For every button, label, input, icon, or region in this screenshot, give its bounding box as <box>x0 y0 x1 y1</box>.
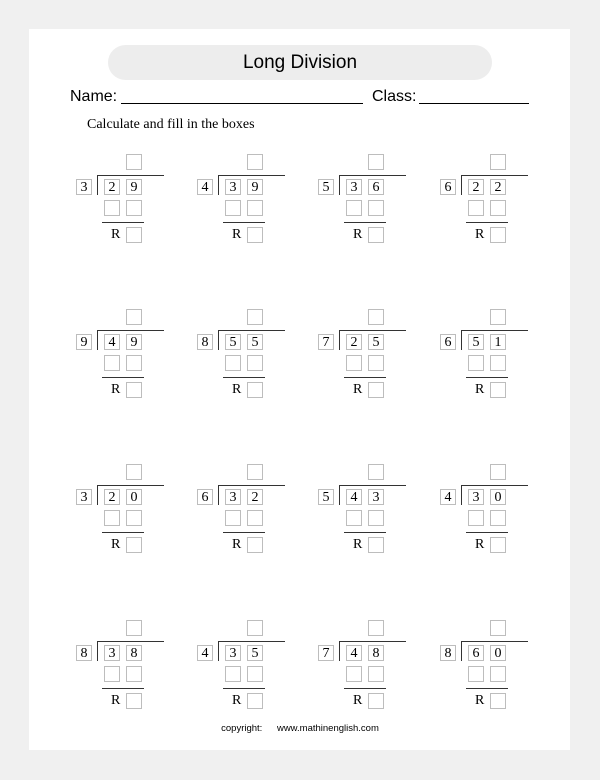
dividend-digit-box: 5 <box>468 334 484 350</box>
division-bracket <box>97 175 98 195</box>
divisor-box: 7 <box>318 645 334 661</box>
division-problem <box>76 154 186 254</box>
product-answer-box[interactable] <box>468 355 484 371</box>
quotient-answer-box[interactable] <box>368 464 384 480</box>
remainder-label: R <box>475 537 485 552</box>
divisor-box: 6 <box>197 489 213 505</box>
product-answer-box[interactable] <box>346 666 362 682</box>
quotient-answer-box[interactable] <box>490 154 506 170</box>
quotient-answer-box[interactable] <box>247 154 263 170</box>
copyright-label: copyright: <box>221 723 263 734</box>
dividend-digit-box: 3 <box>346 179 362 195</box>
remainder-answer-box[interactable] <box>490 693 506 709</box>
quotient-answer-box[interactable] <box>368 154 384 170</box>
product-answer-box[interactable] <box>126 200 142 216</box>
product-answer-box[interactable] <box>126 355 142 371</box>
divisor-box: 4 <box>197 179 213 195</box>
dividend-digit-box: 2 <box>346 334 362 350</box>
division-bracket <box>97 485 98 505</box>
product-answer-box[interactable] <box>225 200 241 216</box>
dividend-digit-box: 2 <box>490 179 506 195</box>
divisor-box: 8 <box>440 645 456 661</box>
division-problem <box>440 154 550 254</box>
product-answer-box[interactable] <box>126 666 142 682</box>
dividend-digit-box: 2 <box>104 179 120 195</box>
subtraction-line <box>466 377 508 378</box>
dividend-digit-box: 2 <box>468 179 484 195</box>
division-problem <box>197 154 307 254</box>
divisor-box: 6 <box>440 334 456 350</box>
dividend-digit-box: 0 <box>126 489 142 505</box>
division-bar <box>218 175 285 176</box>
remainder-answer-box[interactable] <box>126 693 142 709</box>
division-problem <box>76 309 186 409</box>
name-label: Name: <box>70 88 118 105</box>
remainder-label: R <box>111 227 121 242</box>
division-problem <box>440 620 550 720</box>
division-bar <box>339 330 406 331</box>
quotient-answer-box[interactable] <box>126 620 142 636</box>
remainder-answer-box[interactable] <box>247 537 263 553</box>
product-answer-box[interactable] <box>225 666 241 682</box>
division-bracket <box>461 330 462 350</box>
remainder-answer-box[interactable] <box>247 382 263 398</box>
dividend-digit-box: 4 <box>346 489 362 505</box>
remainder-label: R <box>475 382 485 397</box>
dividend-digit-box: 9 <box>126 334 142 350</box>
subtraction-line <box>223 688 265 689</box>
product-answer-box[interactable] <box>247 666 263 682</box>
remainder-answer-box[interactable] <box>368 382 384 398</box>
remainder-label: R <box>475 693 485 708</box>
division-problem <box>76 620 186 720</box>
remainder-answer-box[interactable] <box>247 227 263 243</box>
division-bar <box>461 641 528 642</box>
divisor-box: 3 <box>76 489 92 505</box>
remainder-label: R <box>232 227 242 242</box>
product-answer-box[interactable] <box>104 355 120 371</box>
quotient-answer-box[interactable] <box>126 309 142 325</box>
divisor-box: 8 <box>76 645 92 661</box>
division-bar <box>218 330 285 331</box>
division-bar <box>97 175 164 176</box>
subtraction-line <box>223 222 265 223</box>
division-problem <box>440 309 550 409</box>
subtraction-line <box>102 532 144 533</box>
divisor-box: 9 <box>76 334 92 350</box>
subtraction-line <box>223 377 265 378</box>
division-problem <box>318 154 428 254</box>
product-answer-box[interactable] <box>225 355 241 371</box>
division-bracket <box>218 330 219 350</box>
quotient-answer-box[interactable] <box>247 620 263 636</box>
division-bracket <box>339 330 340 350</box>
remainder-label: R <box>111 693 121 708</box>
divisor-box: 7 <box>318 334 334 350</box>
division-bracket <box>461 175 462 195</box>
dividend-digit-box: 0 <box>490 645 506 661</box>
quotient-answer-box[interactable] <box>490 620 506 636</box>
division-problem <box>197 464 307 564</box>
product-answer-box[interactable] <box>468 666 484 682</box>
dividend-digit-box: 6 <box>368 179 384 195</box>
remainder-answer-box[interactable] <box>247 693 263 709</box>
division-bracket <box>218 641 219 661</box>
division-problem <box>440 464 550 564</box>
remainder-label: R <box>232 382 242 397</box>
product-answer-box[interactable] <box>126 510 142 526</box>
subtraction-line <box>102 377 144 378</box>
dividend-digit-box: 5 <box>247 334 263 350</box>
divisor-box: 3 <box>76 179 92 195</box>
division-bar <box>339 641 406 642</box>
remainder-answer-box[interactable] <box>490 382 506 398</box>
subtraction-line <box>466 688 508 689</box>
division-bracket <box>218 175 219 195</box>
division-bracket <box>339 641 340 661</box>
remainder-label: R <box>232 693 242 708</box>
dividend-digit-box: 0 <box>490 489 506 505</box>
division-bracket <box>339 485 340 505</box>
product-answer-box[interactable] <box>247 510 263 526</box>
product-answer-box[interactable] <box>490 200 506 216</box>
product-answer-box[interactable] <box>104 200 120 216</box>
footer <box>0 723 600 734</box>
dividend-digit-box: 8 <box>368 645 384 661</box>
subtraction-line <box>102 222 144 223</box>
remainder-label: R <box>353 227 363 242</box>
subtraction-line <box>466 222 508 223</box>
division-problem <box>197 309 307 409</box>
dividend-digit-box: 3 <box>368 489 384 505</box>
product-answer-box[interactable] <box>368 666 384 682</box>
divisor-box: 4 <box>197 645 213 661</box>
quotient-answer-box[interactable] <box>368 309 384 325</box>
subtraction-line <box>344 222 386 223</box>
instructions: Calculate and fill in the boxes <box>87 117 255 132</box>
product-answer-box[interactable] <box>346 510 362 526</box>
remainder-label: R <box>353 537 363 552</box>
dividend-digit-box: 4 <box>346 645 362 661</box>
division-bracket <box>339 175 340 195</box>
dividend-digit-box: 9 <box>126 179 142 195</box>
quotient-answer-box[interactable] <box>126 154 142 170</box>
product-answer-box[interactable] <box>468 200 484 216</box>
product-answer-box[interactable] <box>346 200 362 216</box>
remainder-answer-box[interactable] <box>490 227 506 243</box>
dividend-digit-box: 5 <box>368 334 384 350</box>
remainder-answer-box[interactable] <box>126 227 142 243</box>
subtraction-line <box>223 532 265 533</box>
divisor-box: 5 <box>318 179 334 195</box>
division-bar <box>97 641 164 642</box>
division-bar <box>97 485 164 486</box>
remainder-answer-box[interactable] <box>126 537 142 553</box>
dividend-digit-box: 5 <box>225 334 241 350</box>
product-answer-box[interactable] <box>490 355 506 371</box>
subtraction-line <box>344 532 386 533</box>
dividend-digit-box: 4 <box>104 334 120 350</box>
division-bracket <box>218 485 219 505</box>
dividend-digit-box: 3 <box>468 489 484 505</box>
division-problem <box>318 309 428 409</box>
division-bracket <box>97 330 98 350</box>
remainder-label: R <box>475 227 485 242</box>
subtraction-line <box>344 377 386 378</box>
remainder-label: R <box>353 693 363 708</box>
name-field[interactable] <box>121 103 363 104</box>
divisor-box: 6 <box>440 179 456 195</box>
class-field[interactable] <box>419 103 529 104</box>
division-problem <box>76 464 186 564</box>
product-answer-box[interactable] <box>104 510 120 526</box>
dividend-digit-box: 9 <box>247 179 263 195</box>
class-label: Class: <box>372 88 417 105</box>
division-bar <box>461 485 528 486</box>
division-bar <box>339 485 406 486</box>
quotient-answer-box[interactable] <box>247 309 263 325</box>
quotient-answer-box[interactable] <box>490 464 506 480</box>
dividend-digit-box: 2 <box>247 489 263 505</box>
product-answer-box[interactable] <box>368 355 384 371</box>
product-answer-box[interactable] <box>225 510 241 526</box>
dividend-digit-box: 3 <box>104 645 120 661</box>
remainder-answer-box[interactable] <box>368 227 384 243</box>
product-answer-box[interactable] <box>368 510 384 526</box>
remainder-label: R <box>353 382 363 397</box>
subtraction-line <box>344 688 386 689</box>
remainder-answer-box[interactable] <box>368 537 384 553</box>
dividend-digit-box: 6 <box>468 645 484 661</box>
division-bar <box>461 330 528 331</box>
product-answer-box[interactable] <box>468 510 484 526</box>
dividend-digit-box: 3 <box>225 489 241 505</box>
product-answer-box[interactable] <box>368 200 384 216</box>
remainder-label: R <box>232 537 242 552</box>
product-answer-box[interactable] <box>104 666 120 682</box>
product-answer-box[interactable] <box>247 355 263 371</box>
quotient-answer-box[interactable] <box>126 464 142 480</box>
remainder-answer-box[interactable] <box>490 537 506 553</box>
division-bar <box>339 175 406 176</box>
quotient-answer-box[interactable] <box>490 309 506 325</box>
product-answer-box[interactable] <box>490 666 506 682</box>
division-bar <box>461 175 528 176</box>
dividend-digit-box: 2 <box>104 489 120 505</box>
division-bar <box>97 330 164 331</box>
division-bar <box>218 641 285 642</box>
division-bar <box>218 485 285 486</box>
product-answer-box[interactable] <box>346 355 362 371</box>
remainder-label: R <box>111 382 121 397</box>
subtraction-line <box>102 688 144 689</box>
quotient-answer-box[interactable] <box>368 620 384 636</box>
product-answer-box[interactable] <box>247 200 263 216</box>
dividend-digit-box: 1 <box>490 334 506 350</box>
remainder-label: R <box>111 537 121 552</box>
quotient-answer-box[interactable] <box>247 464 263 480</box>
page-title: Long Division <box>108 45 492 80</box>
division-problem <box>318 464 428 564</box>
dividend-digit-box: 3 <box>225 179 241 195</box>
dividend-digit-box: 3 <box>225 645 241 661</box>
product-answer-box[interactable] <box>490 510 506 526</box>
division-problem <box>318 620 428 720</box>
subtraction-line <box>466 532 508 533</box>
dividend-digit-box: 5 <box>247 645 263 661</box>
division-bracket <box>461 641 462 661</box>
division-bracket <box>97 641 98 661</box>
divisor-box: 4 <box>440 489 456 505</box>
divisor-box: 5 <box>318 489 334 505</box>
division-problem <box>197 620 307 720</box>
website-link[interactable]: www.mathinenglish.com <box>276 723 379 734</box>
remainder-answer-box[interactable] <box>368 693 384 709</box>
division-bracket <box>461 485 462 505</box>
dividend-digit-box: 8 <box>126 645 142 661</box>
divisor-box: 8 <box>197 334 213 350</box>
remainder-answer-box[interactable] <box>126 382 142 398</box>
